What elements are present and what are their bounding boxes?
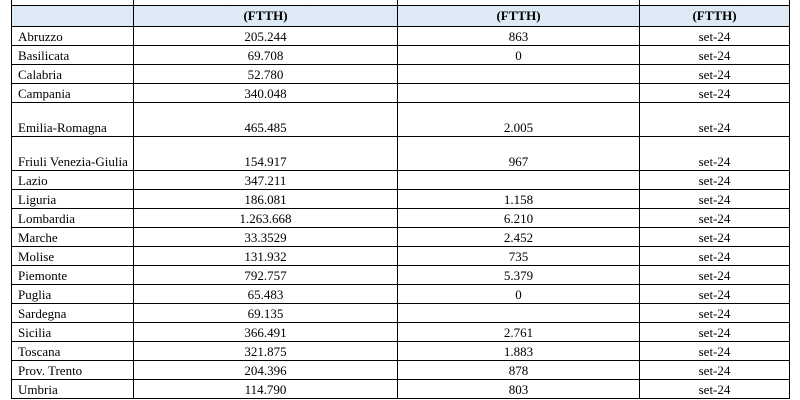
units-cell: 340.048 xyxy=(134,84,398,103)
count-cell: 967 xyxy=(398,137,640,171)
region-cell: Lazio xyxy=(12,171,134,190)
header-cell-count: (FTTH) xyxy=(398,6,640,27)
table-row xyxy=(12,27,790,46)
count-cell: 0 xyxy=(398,46,640,65)
date-cell: set-24 xyxy=(640,266,790,285)
region-cell: Emilia-Romagna xyxy=(12,103,134,137)
units-cell: 204.396 xyxy=(134,361,398,380)
count-cell: 735 xyxy=(398,247,640,266)
date-cell: set-24 xyxy=(640,137,790,171)
region-cell: Sicilia xyxy=(12,323,134,342)
units-cell: 186.081 xyxy=(134,190,398,209)
units-cell: 465.485 xyxy=(134,103,398,137)
count-cell: 2.761 xyxy=(398,323,640,342)
date-cell: set-24 xyxy=(640,65,790,84)
header-cell-units: (FTTH) xyxy=(134,6,398,27)
count-cell xyxy=(398,65,640,84)
count-cell: 0 xyxy=(398,285,640,304)
date-cell: set-24 xyxy=(640,380,790,399)
region-cell: Sardegna xyxy=(12,304,134,323)
table-row xyxy=(12,380,790,399)
date-cell: set-24 xyxy=(640,361,790,380)
date-cell: set-24 xyxy=(640,304,790,323)
table-row xyxy=(12,361,790,380)
region-cell: Toscana xyxy=(12,342,134,361)
count-cell xyxy=(398,84,640,103)
region-cell: Basilicata xyxy=(12,46,134,65)
table-row xyxy=(12,103,790,137)
region-cell: Campania xyxy=(12,84,134,103)
date-cell: set-24 xyxy=(640,190,790,209)
units-cell: 52.780 xyxy=(134,65,398,84)
region-cell: Lombardia xyxy=(12,209,134,228)
region-cell: Puglia xyxy=(12,285,134,304)
count-cell: 878 xyxy=(398,361,640,380)
table-row xyxy=(12,228,790,247)
table-row xyxy=(12,65,790,84)
region-cell: Umbria xyxy=(12,380,134,399)
units-cell: 321.875 xyxy=(134,342,398,361)
count-cell xyxy=(398,304,640,323)
count-cell xyxy=(398,171,640,190)
date-cell: set-24 xyxy=(640,46,790,65)
count-cell: 1.158 xyxy=(398,190,640,209)
table-row xyxy=(12,285,790,304)
date-cell: set-24 xyxy=(640,27,790,46)
date-cell: set-24 xyxy=(640,247,790,266)
region-cell: Marche xyxy=(12,228,134,247)
ftth-region-table xyxy=(11,0,790,399)
region-cell: Molise xyxy=(12,247,134,266)
units-cell: 69.708 xyxy=(134,46,398,65)
header-row xyxy=(12,6,790,27)
units-cell: 366.491 xyxy=(134,323,398,342)
units-cell: 65.483 xyxy=(134,285,398,304)
date-cell: set-24 xyxy=(640,103,790,137)
table-row xyxy=(12,323,790,342)
units-cell: 33.3529 xyxy=(134,228,398,247)
count-cell: 803 xyxy=(398,380,640,399)
table-row xyxy=(12,137,790,171)
table-row xyxy=(12,209,790,228)
table-body xyxy=(12,0,790,399)
count-cell: 6.210 xyxy=(398,209,640,228)
ftth-region-table-container xyxy=(11,0,789,399)
region-cell: Piemonte xyxy=(12,266,134,285)
date-cell: set-24 xyxy=(640,84,790,103)
date-cell: set-24 xyxy=(640,209,790,228)
units-cell: 1.263.668 xyxy=(134,209,398,228)
units-cell: 69.135 xyxy=(134,304,398,323)
table-row xyxy=(12,342,790,361)
region-cell: Calabria xyxy=(12,65,134,84)
date-cell: set-24 xyxy=(640,228,790,247)
table-row xyxy=(12,247,790,266)
count-cell: 2.005 xyxy=(398,103,640,137)
table-row xyxy=(12,190,790,209)
header-cell-region xyxy=(12,6,134,27)
count-cell: 2.452 xyxy=(398,228,640,247)
units-cell: 154.917 xyxy=(134,137,398,171)
table-row xyxy=(12,46,790,65)
region-cell: Abruzzo xyxy=(12,27,134,46)
header-cell-date: (FTTH) xyxy=(640,6,790,27)
units-cell: 792.757 xyxy=(134,266,398,285)
date-cell: set-24 xyxy=(640,171,790,190)
table-row xyxy=(12,84,790,103)
date-cell: set-24 xyxy=(640,323,790,342)
date-cell: set-24 xyxy=(640,285,790,304)
region-cell: Liguria xyxy=(12,190,134,209)
count-cell: 1.883 xyxy=(398,342,640,361)
table-row xyxy=(12,171,790,190)
table-row xyxy=(12,304,790,323)
region-cell: Friuli Venezia-Giulia xyxy=(12,137,134,171)
table-row xyxy=(12,266,790,285)
units-cell: 347.211 xyxy=(134,171,398,190)
units-cell: 114.790 xyxy=(134,380,398,399)
count-cell: 863 xyxy=(398,27,640,46)
units-cell: 205.244 xyxy=(134,27,398,46)
region-cell: Prov. Trento xyxy=(12,361,134,380)
units-cell: 131.932 xyxy=(134,247,398,266)
count-cell: 5.379 xyxy=(398,266,640,285)
date-cell: set-24 xyxy=(640,342,790,361)
